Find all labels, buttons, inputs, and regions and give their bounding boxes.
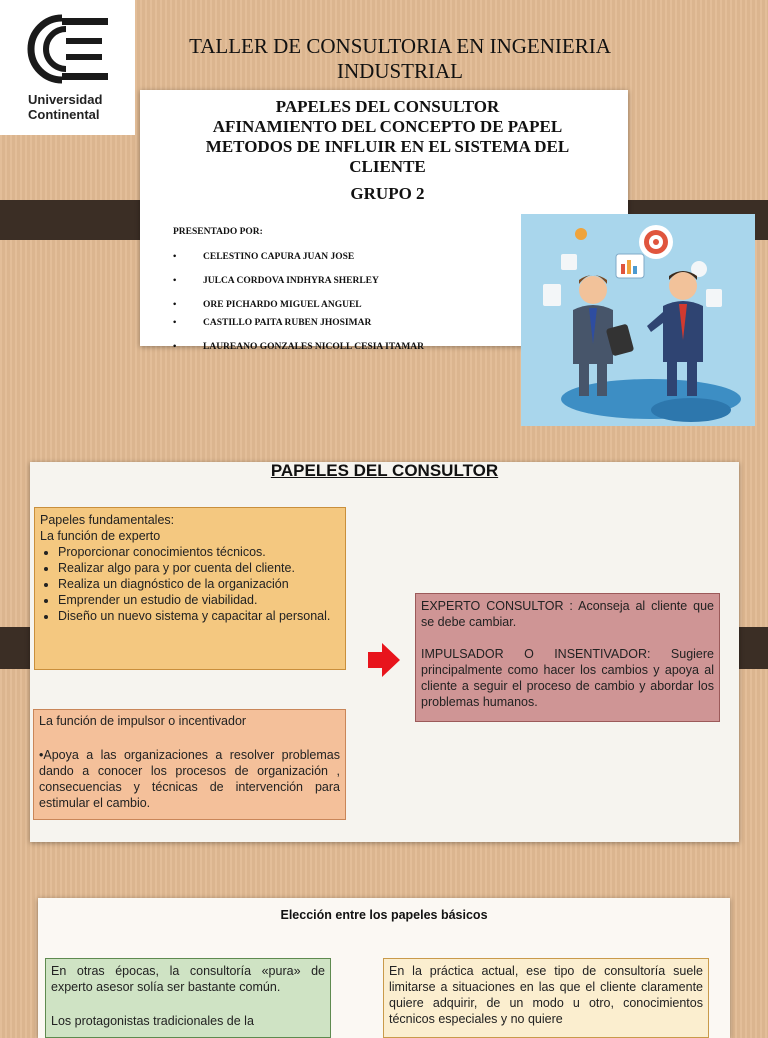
expert-function-heading: La función de experto xyxy=(40,529,161,543)
member-item xyxy=(173,318,371,328)
impulse-text: •Apoya a las organizaciones a resolver problemas dando a conocer los procesos de organización , consecuencias y técnicas de intervención para estimular el cambio. xyxy=(39,748,340,810)
current-practice-text: En la práctica actual, ese tipo de consultoría suele limitarse a situaciones en las que el cliente claramente quiere adquirir, de un modo u otro, conocimientos técnicos especiales y no quiere xyxy=(389,964,703,1026)
workshop-title: TALLER DE CONSULTORIA EN INGENIERIA INDUSTRIAL xyxy=(189,34,611,83)
past-consulting-text-2: Los protagonistas tradicionales de la xyxy=(51,1014,254,1028)
group-label: GRUPO 2 xyxy=(350,184,425,203)
consultants-illustration xyxy=(521,214,755,426)
list-item: • Emprender un estudio de viabilidad. xyxy=(58,592,340,608)
member-name: JULCA CORDOVA INDHYRA SHERLEY xyxy=(203,276,379,286)
bullet: • xyxy=(173,342,177,352)
title-card-headings xyxy=(175,97,600,204)
presented-by-label: PRESENTADO POR: xyxy=(173,227,263,237)
member-item xyxy=(173,300,362,310)
impulse-role-box xyxy=(33,709,346,820)
expert-summary-box xyxy=(415,593,720,722)
expert-function-list xyxy=(40,544,340,624)
member-name: LAUREANO GONZALES NICOLL CESIA ITAMAR xyxy=(203,342,425,352)
choice-title: Elección entre los papeles básicos xyxy=(280,908,488,922)
list-item: • Realizar algo para y por cuenta del cliente. xyxy=(58,560,340,576)
dark-band-top-left xyxy=(0,200,150,240)
dark-band-mid-left xyxy=(0,627,34,669)
heading-metodos: METODOS DE INFLUIR EN EL SISTEMA DEL CLIENTE xyxy=(205,137,570,176)
member-name: CASTILLO PAITA RUBEN JHOSIMAR xyxy=(203,318,372,328)
businessmen-icon xyxy=(521,214,755,426)
member-item xyxy=(173,252,354,262)
past-consulting-text: En otras épocas, la consultoría «pura» de experto asesor solía ser bastante común. xyxy=(51,964,325,994)
member-item xyxy=(173,276,379,286)
bullet: • xyxy=(173,252,177,262)
member-name: CELESTINO CAPURA JUAN JOSE xyxy=(203,252,355,262)
bullet: • xyxy=(173,318,177,328)
roles-title: PAPELES DEL CONSULTOR xyxy=(270,461,499,480)
fundamental-heading: Papeles fundamentales: xyxy=(40,513,175,527)
member-item xyxy=(173,342,424,352)
list-item: • Proporcionar conocimientos técnicos. xyxy=(58,544,340,560)
heading-afinamiento: AFINAMIENTO DEL CONCEPTO DE PAPEL xyxy=(212,117,563,136)
bullet: • xyxy=(173,300,177,310)
list-item: • Realiza un diagnóstico de la organización xyxy=(58,576,340,592)
university-name: Universidad Continental xyxy=(28,92,103,122)
impulsor-text: IMPULSADOR O INSENTIVADOR: Sugiere principalmente como hacer los cambios y apoya al cliente a seguir el proceso de cambio y abordar los problemas humanos. xyxy=(421,647,714,709)
expert-consultant-text: EXPERTO CONSULTOR : Aconseja al cliente que se debe cambiar. xyxy=(421,599,714,629)
dark-band-mid-right xyxy=(739,627,768,669)
impulse-heading: La función de impulsor o incentivador xyxy=(39,714,247,728)
continental-logo-icon xyxy=(22,14,112,84)
member-name: ORE PICHARDO MIGUEL ANGUEL xyxy=(203,300,362,310)
heading-papeles: PAPELES DEL CONSULTOR xyxy=(275,97,500,116)
list-item: • Diseño un nuevo sistema y capacitar al personal. xyxy=(58,608,340,624)
current-practice-box xyxy=(383,958,709,1038)
bullet: • xyxy=(173,276,177,286)
arrow-right-icon xyxy=(366,641,402,679)
fundamental-roles-box xyxy=(34,507,346,670)
past-consulting-box xyxy=(45,958,331,1038)
